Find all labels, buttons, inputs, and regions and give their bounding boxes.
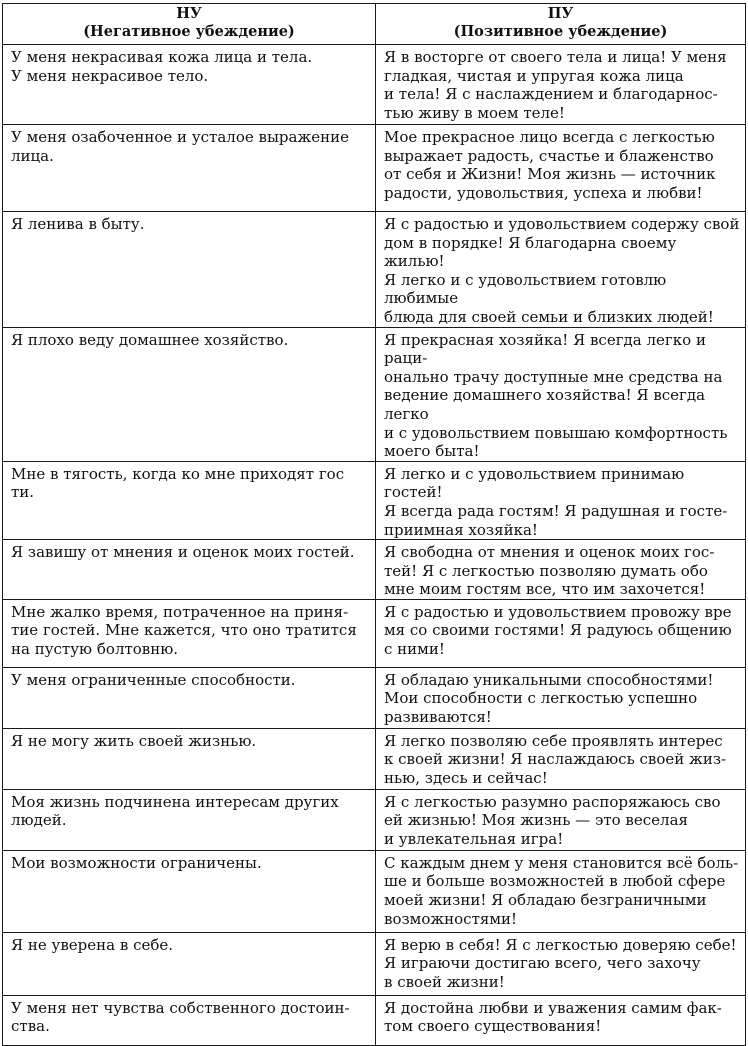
negative-header-full: (Негативное убеждение) (83, 22, 295, 40)
positive-belief-cell: Я с радостью и удовольствием провожу вре мя со своими гостями! Я радуюсь общению с ними! (376, 599, 746, 667)
positive-belief-cell: Я легко и с удовольствием принимаю гостей! Я всегда рада гостям! Я радушная и госте- приимная хозяйка! (376, 461, 746, 539)
positive-belief-cell: Мое прекрасное лицо всегда с легкостью выражает радость, счастье и блаженство от себя и Жизни! Моя жизнь — источник радости, удовольствия, успеха и любви! (376, 125, 746, 212)
negative-belief-cell: У меня некрасивая кожа лица и тела. У меня некрасивое тело. (3, 45, 376, 125)
negative-belief-cell: Мои возможности ограничены. (3, 850, 376, 932)
table-row (3, 667, 746, 728)
positive-belief-cell: С каждым днем у меня становится всё боль- ше и больше возможностей в любой сфере моей жизни! Я обладаю безграничными возможностями! (376, 850, 746, 932)
negative-belief-cell: У меня ограниченные способности. (3, 667, 376, 728)
negative-belief-cell: Мне в тягость, когда ко мне приходят гос ти. (3, 461, 376, 539)
table-row (3, 728, 746, 789)
positive-belief-cell: Я в восторге от своего тела и лица! У меня гладкая, чистая и упругая кожа лица и тела! Я с наслаждением и благодарнос- тью живу в моем теле! (376, 45, 746, 125)
positive-column-header (376, 4, 746, 45)
negative-belief-cell: Я ленива в быту. (3, 212, 376, 328)
table-row (3, 45, 746, 125)
table-body (3, 45, 746, 1046)
negative-belief-cell: Я плохо веду домашнее хозяйство. (3, 327, 376, 461)
table-row (3, 789, 746, 850)
negative-column-header (3, 4, 376, 45)
table-row (3, 461, 746, 539)
table-row (3, 995, 746, 1045)
table-row (3, 540, 746, 600)
negative-belief-cell: Моя жизнь подчинена интересам других людей. (3, 789, 376, 850)
positive-header-full: (Позитивное убеждение) (453, 22, 668, 40)
header-row (3, 4, 746, 45)
table-row (3, 212, 746, 328)
negative-belief-cell: У меня озабоченное и усталое выражение лица. (3, 125, 376, 212)
positive-belief-cell: Я свободна от мнения и оценок моих гос- тей! Я с легкостью позволяю думать обо мне моим гостям все, что им захочется! (376, 540, 746, 600)
negative-belief-cell: У меня нет чувства собственного достоин- ства. (3, 995, 376, 1045)
positive-header-short: ПУ (547, 5, 574, 22)
table-row (3, 599, 746, 667)
positive-belief-cell: Я верю в себя! Я с легкостью доверяю себе! Я играючи достигаю всего, чего захочу в своей жизни! (376, 932, 746, 995)
positive-belief-cell: Я с радостью и удовольствием содержу свой дом в порядке! Я благодарна своему жилью! Я легко и с удовольствием готовлю любимые блюда для своей семьи и близких людей! (376, 212, 746, 328)
positive-belief-cell: Я с легкостью разумно распоряжаюсь сво ей жизнью! Моя жизнь — это веселая и увлекательная игра! (376, 789, 746, 850)
table-row (3, 850, 746, 932)
beliefs-table (2, 3, 746, 1046)
negative-belief-cell: Я завишу от мнения и оценок моих гостей. (3, 540, 376, 600)
positive-belief-cell: Я обладаю уникальными способностями! Мои способности с легкостью успешно развиваются! (376, 667, 746, 728)
positive-belief-cell: Я достойна любви и уважения самим фак- том своего существования! (376, 995, 746, 1045)
negative-header-short: НУ (176, 5, 202, 22)
positive-belief-cell: Я прекрасная хозяйка! Я всегда легко и раци- онально трачу доступные мне средства на ведение домашнего хозяйства! Я всегда легко и с удовольствием повышаю комфортность моего быта! (376, 327, 746, 461)
table-header (3, 4, 746, 45)
negative-belief-cell: Я не уверена в себе. (3, 932, 376, 995)
negative-belief-cell: Я не могу жить своей жизнью. (3, 728, 376, 789)
table-row (3, 125, 746, 212)
negative-belief-cell: Мне жалко время, потраченное на приня- тие гостей. Мне кажется, что оно тратится на пустую болтовню. (3, 599, 376, 667)
table-row (3, 932, 746, 995)
positive-belief-cell: Я легко позволяю себе проявлять интерес к своей жизни! Я наслаждаюсь своей жиз- нью, здесь и сейчас! (376, 728, 746, 789)
table-row (3, 327, 746, 461)
